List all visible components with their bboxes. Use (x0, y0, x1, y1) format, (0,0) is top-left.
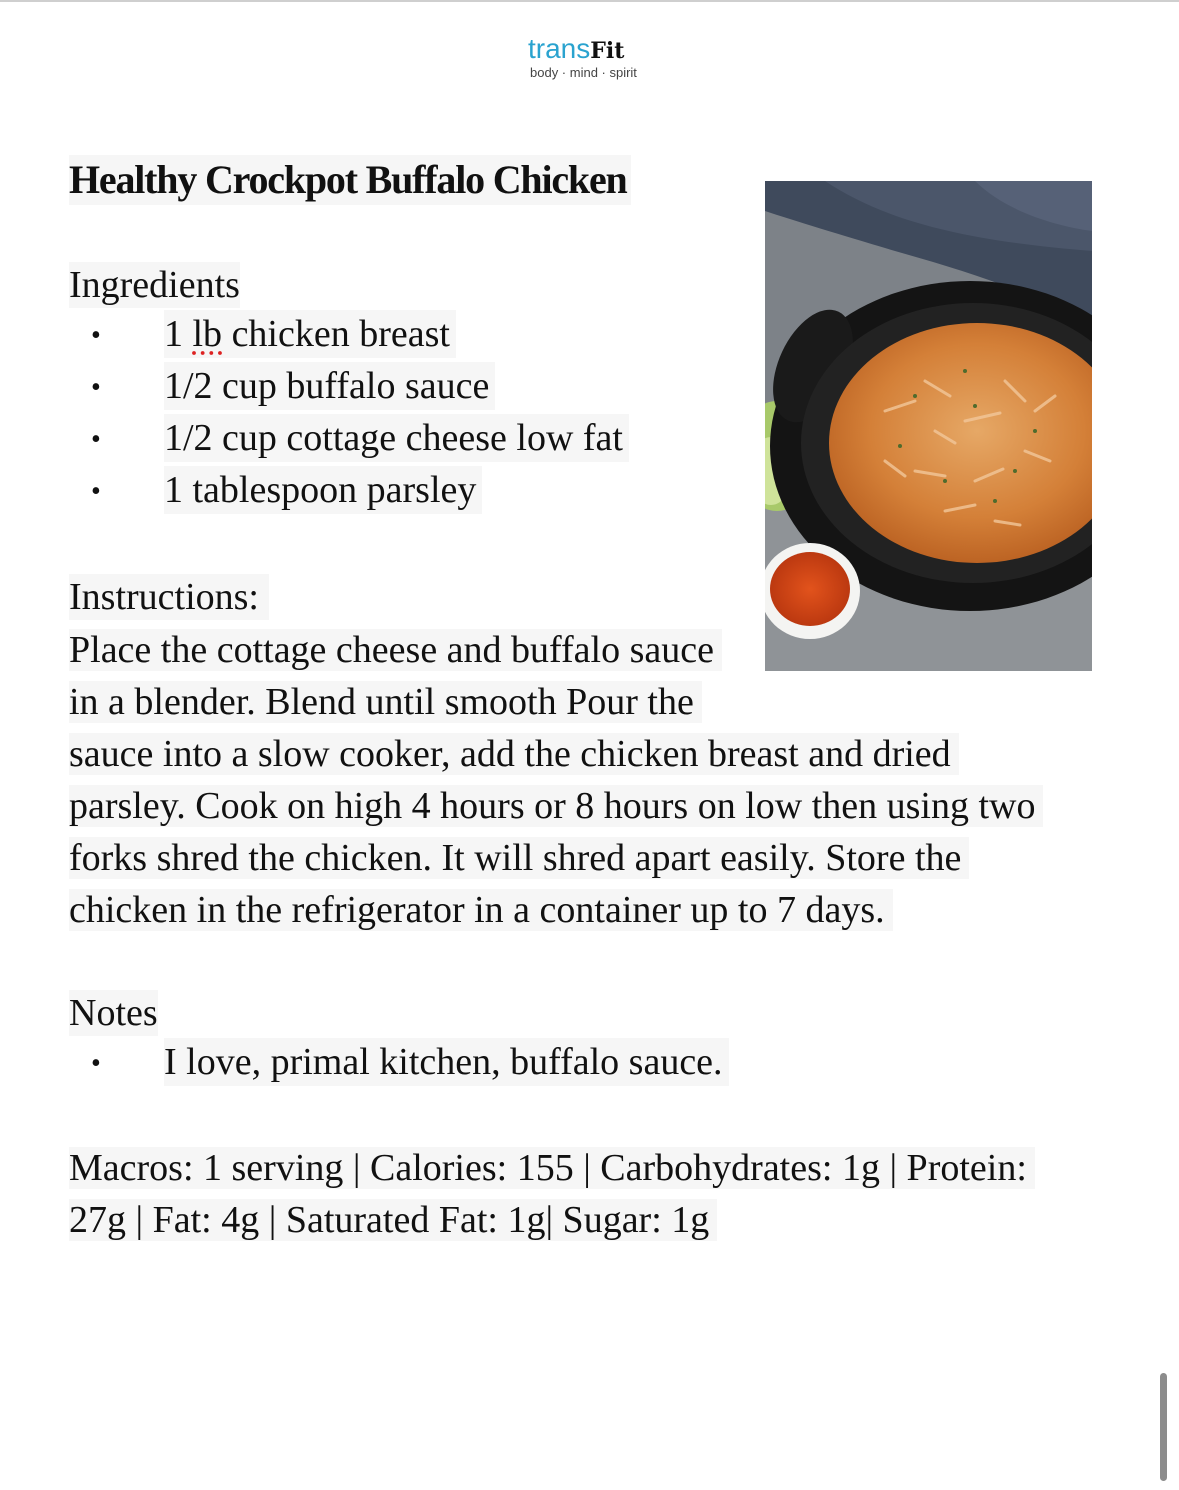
bullet-icon: • (91, 320, 101, 351)
instructions-heading: Instructions: (69, 574, 269, 620)
instructions-text: Place the cottage cheese and buffalo sauce in a blender. Blend until smooth Pour the sauce into a slow cooker, add the chicken breast and dried parsley. Cook on high 4 hours or 8 hours on low then using two forks shred the chicken. It will shred apart easily. Store the chicken in the refrigerator in a container up to 7 days. (69, 624, 1043, 936)
bullet-icon: • (91, 1048, 101, 1079)
recipe-title: Healthy Crockpot Buffalo Chicken (69, 155, 631, 205)
bullet-icon: • (91, 372, 101, 403)
logo-wordmark: transFit (528, 33, 625, 64)
bullet-icon: • (91, 424, 101, 455)
macros-text: Macros: 1 serving | Calories: 155 | Carbohydrates: 1g | Protein: 27g | Fat: 4g | Saturated Fat: 1g| Sugar: 1g (69, 1142, 1035, 1246)
vertical-scrollbar[interactable] (1160, 1373, 1167, 1481)
spellcheck-flagged-word: lb (192, 313, 223, 355)
photo-illustration (765, 181, 1092, 671)
transfit-logo (528, 34, 652, 80)
top-border (0, 0, 1179, 2)
ingredients-heading: Ingredients (69, 264, 240, 306)
crockpot-chicken-photo (765, 181, 1092, 671)
bullet-icon: • (91, 476, 101, 507)
notes-heading: Notes (69, 992, 158, 1034)
logo-tagline: body · mind · spirit (530, 65, 637, 80)
